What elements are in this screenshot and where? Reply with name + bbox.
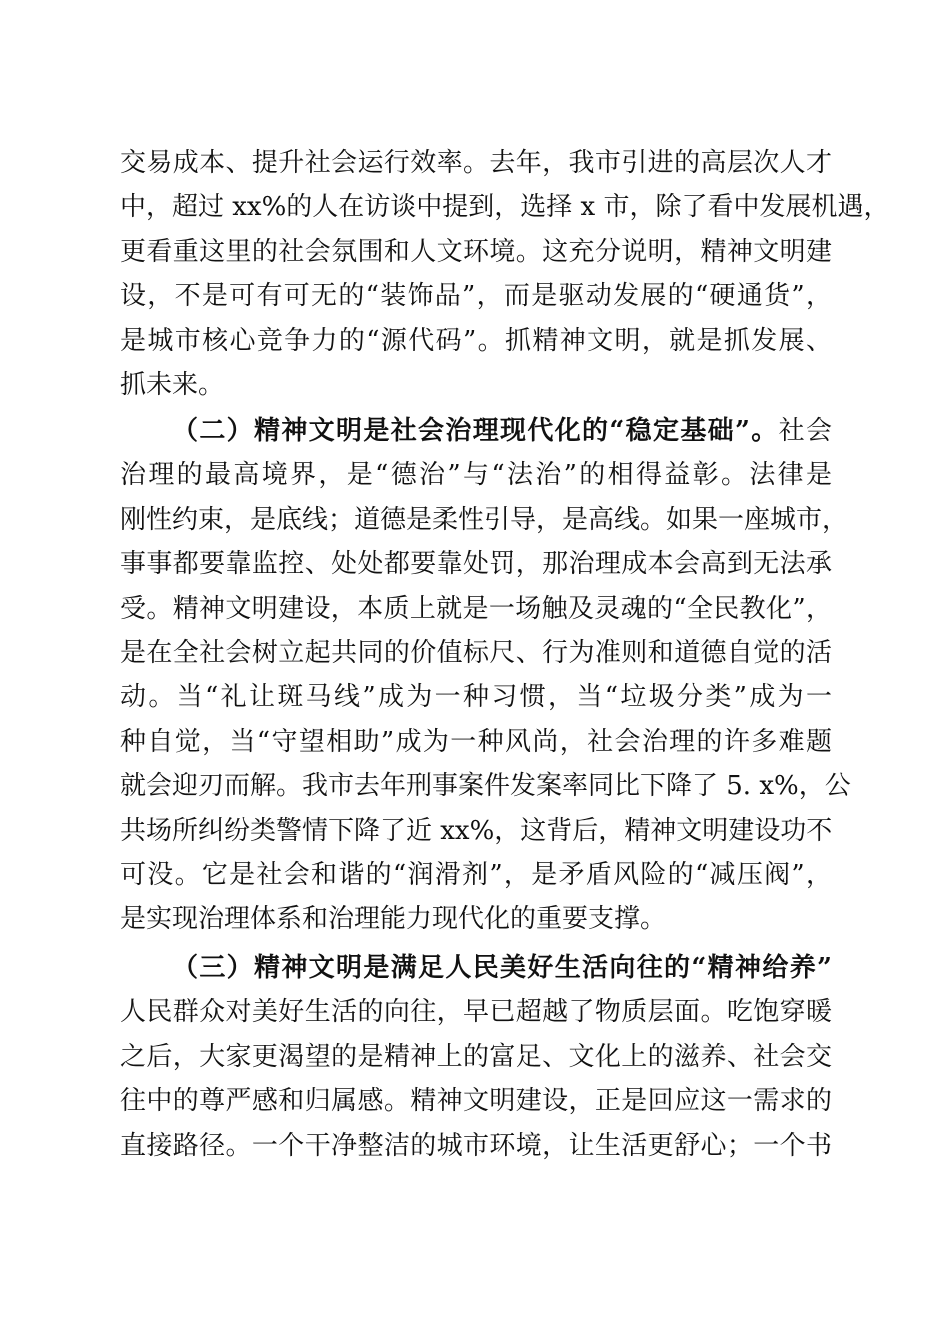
paragraph-line: 更看重这里的社会氛围和人文环境。这充分说明，精神文明建 <box>120 236 832 267</box>
paragraph-line: 是城市核心竞争力的“源代码”。抓精神文明，就是抓发展、 <box>120 325 832 356</box>
paragraph-line: 刚性约束，是底线；道德是柔性引导，是高线。如果一座城市， <box>120 504 849 535</box>
paragraph-line: 抓未来。 <box>120 369 225 400</box>
paragraph-1 <box>120 141 890 407</box>
paragraph-line: 动。当“礼让斑马线”成为一种习惯，当“垃圾分类”成为一 <box>120 682 832 713</box>
section-heading-2: （二）精神文明是社会治理现代化的“稳定基础”。 <box>172 416 779 446</box>
paragraph-line: 受。精神文明建设，本质上就是一场触及灵魂的“全民教化”， <box>120 593 832 624</box>
heading-tail-text: 社会 <box>778 416 832 446</box>
paragraph-3 <box>120 946 832 1168</box>
paragraph-line: 中，超过 xx%的人在访谈中提到，选择 x 市，除了看中发展机遇， <box>120 192 890 223</box>
paragraph-line: 治理的最高境界，是“德治”与“法治”的相得益彰。法律是 <box>120 460 832 491</box>
paragraph-line: 是在全社会树立起共同的价值标尺、行为准则和道德自觉的活 <box>120 637 832 668</box>
paragraph-line: 就会迎刃而解。我市去年刑事案件发案率同比下降了 5. x%，公 <box>120 771 851 802</box>
section-heading-line <box>120 409 832 453</box>
paragraph-2 <box>120 409 851 942</box>
paragraph-line: 可没。它是社会和谐的“润滑剂”，是矛盾风险的“减压阀”， <box>120 859 832 890</box>
section-heading-3: （三）精神文明是满足人民美好生活向往的“精神给养” <box>172 953 832 983</box>
paragraph-line: 是实现治理体系和治理能力现代化的重要支撑。 <box>120 904 667 935</box>
paragraph-line: 种自觉，当“守望相助”成为一种风尚，社会治理的许多难题 <box>120 726 832 757</box>
paragraph-line: 交易成本、提升社会运行效率。去年，我市引进的高层次人才 <box>120 148 832 178</box>
paragraph-line: 事事都要靠监控、处处都要靠处罚，那治理成本会高到无法承 <box>120 549 832 580</box>
paragraph-line: 往中的尊严感和归属感。精神文明建设，正是回应这一需求的 <box>120 1086 832 1117</box>
paragraph-line: 之后，大家更渴望的是精神上的富足、文化上的滋养、社会交 <box>120 1041 832 1072</box>
paragraph-line: 人民群众对美好生活的向往，早已超越了物质层面。吃饱穿暖 <box>120 997 832 1028</box>
paragraph-line: 设，不是可有可无的“装饰品”，而是驱动发展的“硬通货”， <box>120 281 832 312</box>
paragraph-line: 共场所纠纷类警情下降了近 xx%，这背后，精神文明建设功不 <box>120 815 833 846</box>
paragraph-line: 直接路径。一个干净整洁的城市环境，让生活更舒心；一个书 <box>120 1130 832 1161</box>
